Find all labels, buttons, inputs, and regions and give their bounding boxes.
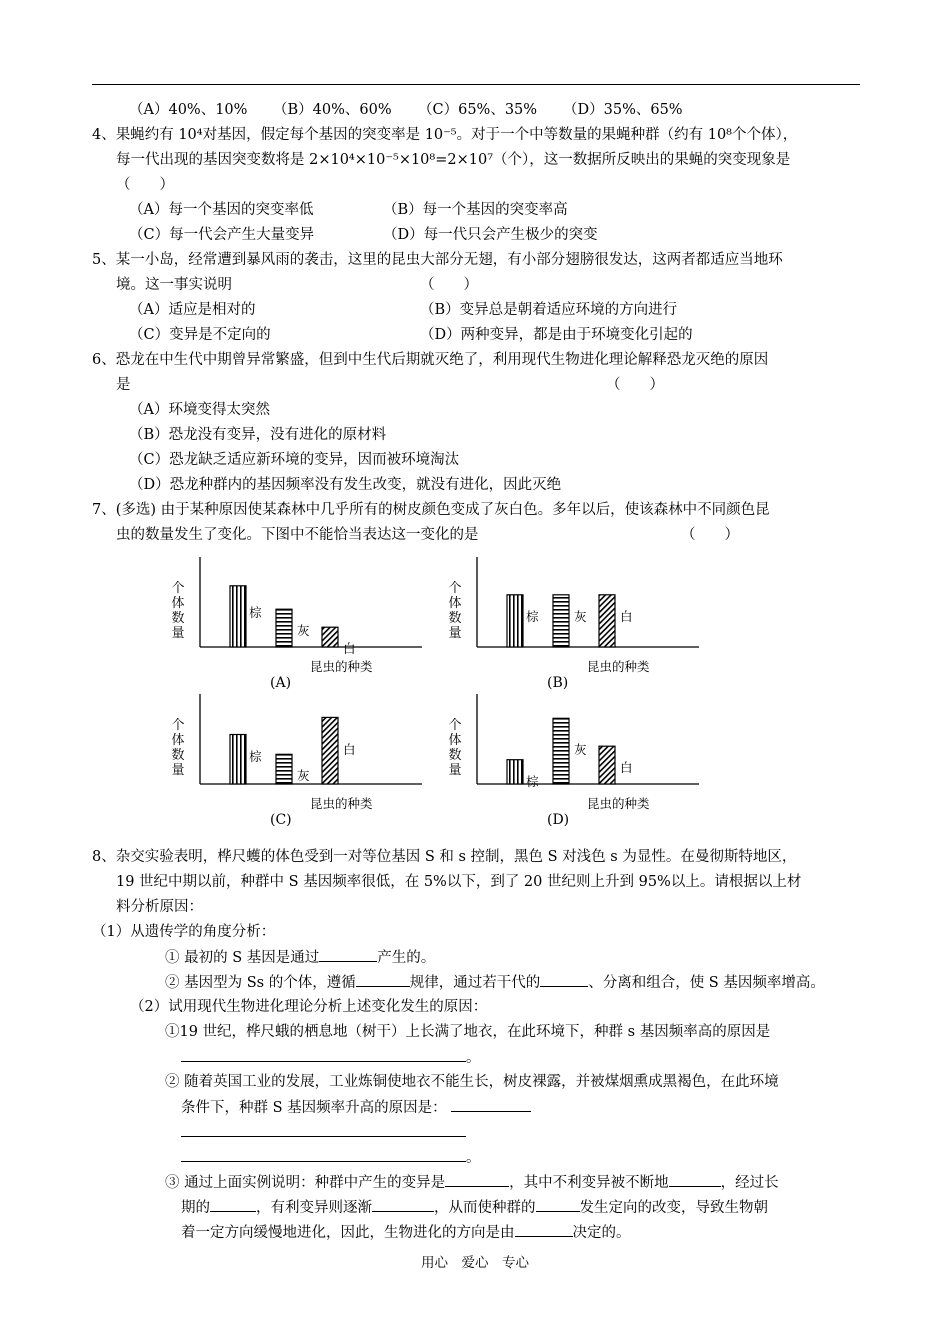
q8-2-item-2-text: 条件下，种群 S 基因频率升高的原因是： [181,1100,447,1116]
bar-label: 灰 [574,742,587,757]
chart-plot [160,553,430,693]
answer-blank[interactable] [536,1197,580,1212]
q8-2-item-3-text-e: ，有利变异则逐渐 [256,1200,372,1216]
q8-2-item-2-stop: 。 [466,1150,481,1166]
chart-y-label: 个体数量 [171,581,185,641]
q8-line-1: 8、杂交实验表明，桦尺蠖的体色受到一对等位基因 S 和 s 控制，黑色 S 对浅色 s 为显性。在曼彻斯特地区， [92,849,797,865]
q8-1-item-2-text-b: 规律，通过若干代的 [409,975,541,991]
q4-option-c: （C）每一代会产生大量变异 [129,227,315,243]
chart-caption: (B) [547,675,569,691]
bar-2 [276,609,292,647]
q8-2-item-3-text-c: ，经过长 [720,1175,779,1191]
q8-1-item-1 [165,947,435,968]
chart-b [437,553,707,693]
bar-1 [507,760,523,784]
q8-2-item-3-line-2 [181,1197,768,1218]
bar-3 [322,627,338,647]
q8-1-item-2 [165,972,825,993]
q6-option-d: （D）恐龙种群内的基因频率没有发生改变，就没有进化，因此灭绝 [129,477,562,493]
bar-label: 棕 [526,773,539,789]
answer-blank[interactable] [210,1197,256,1212]
answer-blank[interactable] [515,1222,573,1237]
q8-2-item-1-answer [181,1047,481,1068]
bar-1 [230,735,246,785]
q6-line-2: 是 [116,377,131,393]
chart-plot [160,690,430,830]
bar-3 [599,746,615,784]
q3-option-d: （D）35%、65% [563,102,683,118]
q4-answer-paren: （ ） [116,177,174,193]
bar-3 [322,717,338,784]
bar-label: 棕 [249,605,262,620]
header-rule [92,84,860,85]
chart-caption: (C) [270,812,292,828]
q8-part-2-heading: （2）试用现代生物进化理论分析上述变化发生的原因： [130,999,488,1015]
q8-2-item-1: ①19 世纪，桦尺蛾的栖息地（树干）上长满了地衣，在此环境下，种群 s 基因频率高的原因是 [165,1024,771,1040]
q3-option-c: （C）65%、35% [418,102,538,118]
bar-label: 灰 [297,623,310,639]
bar-label: 灰 [297,768,310,784]
bar-3 [599,595,615,647]
chart-caption: (D) [547,812,570,828]
q8-part-1-heading: （1）从遗传学的角度分析： [92,924,276,940]
answer-blank[interactable] [356,972,410,987]
q8-1-item-1-text-a: ① 最初的 S 基因是通过 [165,950,320,966]
q8-2-item-2-line-2 [181,1097,531,1118]
q4-option-a: （A）每一个基因的突变率低 [129,202,314,218]
chart-x-label: 昆虫的种类 [587,796,650,811]
chart-x-label: 昆虫的种类 [310,659,373,674]
chart-c [160,690,430,830]
bar-label: 棕 [526,608,539,624]
q5-option-b: （B）变异总是朝着适应环境的方向进行 [420,302,678,318]
q4-option-d: （D）每一代只会产生极少的突变 [383,227,598,243]
q8-2-item-3-text-f: ，从而使种群的 [434,1200,536,1216]
chart-x-label: 昆虫的种类 [310,796,373,811]
q8-line-3: 料分析原因： [116,899,203,915]
q8-2-item-2-answer-1 [181,1122,466,1143]
q3-option-a: （A）40%、10% [129,102,248,118]
answer-blank[interactable] [669,1172,721,1187]
q8-2-item-2-line-1: ② 随着英国工业的发展，工业炼铜使地衣不能生长，树皮裸露，并被煤烟熏成黑褐色，在此环境 [165,1074,779,1090]
answer-blank[interactable] [451,1097,531,1112]
q6-option-b: （B）恐龙没有变异，没有进化的原材料 [129,427,387,443]
chart-caption: (A) [270,675,292,691]
bar-label: 白 [620,760,633,776]
q5-option-c: （C）变异是不定向的 [129,327,271,343]
q8-line-2: 19 世纪中期以前，种群中 S 基因频率很低，在 5%以下，到了 20 世纪则上升到 95%以上。请根据以上材 [116,874,802,890]
answer-blank[interactable] [372,1197,434,1212]
bar-1 [230,586,246,647]
q8-2-item-1-stop: 。 [466,1050,481,1066]
q5-line-1: 5、某一小岛，经常遭到暴风雨的袭击，这里的昆虫大部分无翅，有小部分翅膀很发达，这两者都适应当地环 [92,252,783,268]
q6-line-1: 6、恐龙在中生代中期曾异常繁盛，但到中生代后期就灭绝了，利用现代生物进化理论解释恐龙灭绝的原因 [92,352,769,368]
bar-2 [553,718,569,784]
chart-y-label: 个体数量 [171,718,185,778]
answer-blank[interactable] [540,972,588,987]
q6-option-c: （C）恐龙缺乏适应新环境的变异，因而被环境淘汰 [129,452,460,468]
chart-y-label: 个体数量 [448,718,462,778]
answer-blank[interactable] [319,947,377,962]
q8-2-item-3-text-h: 着一定方向缓慢地进化，因此，生物进化的方向是由 [181,1225,515,1241]
q4-option-b: （B）每一个基因的突变率高 [383,202,568,218]
q7-line-2: 虫的数量发生了变化。下图中不能恰当表达这一变化的是 [116,527,479,543]
answer-blank[interactable] [181,1147,466,1162]
q5-line-2: 境。这一事实说明 [116,277,232,293]
chart-x-label: 昆虫的种类 [587,659,650,674]
q6-answer-paren: （ ） [606,377,664,393]
q8-2-item-3-text-i: 决定的。 [572,1225,631,1241]
q8-1-item-2-text-c: 、分离和组合，使 S 基因频率增高。 [588,975,825,991]
chart-plot [437,553,707,693]
chart-d [437,690,707,830]
q5-option-a: （A）适应是相对的 [129,302,256,318]
q8-2-item-3-line-1 [165,1172,779,1193]
bar-2 [276,754,292,784]
q8-2-item-3-text-b: ，其中不利变异被不断地 [509,1175,669,1191]
q4-line-1: 4、果蝇约有 10⁴对基因，假定每个基因的突变率是 10⁻⁵。对于一个中等数量的果蝇种群（约有 10⁸个个体）， [92,127,798,143]
q8-1-item-1-text-b: 产生的。 [377,950,436,966]
q8-2-item-3-text-g: 发生定向的改变，导致生物朝 [579,1200,768,1216]
q3-option-b: （B）40%、60% [273,102,392,118]
q6-option-a: （A）环境变得太突然 [129,402,270,418]
bar-label: 灰 [574,608,587,624]
q5-answer-paren: （ ） [420,277,478,293]
q8-2-item-2-answer-2 [181,1147,481,1168]
q4-line-2: 每一代出现的基因突变数将是 2×10⁴×10⁻⁵×10⁸=2×10⁷（个），这一数据所反映出的果蝇的突变现象是 [116,152,791,168]
bar-label: 棕 [249,748,262,764]
bar-2 [553,595,569,647]
page-footer: 用心 爱心 专心 [421,1255,529,1271]
bar-label: 白 [343,742,356,757]
q7-answer-paren: （ ） [681,527,739,543]
chart-a [160,553,430,693]
chart-y-label: 个体数量 [448,581,462,641]
chart-plot [437,690,707,830]
bar-label: 白 [343,641,356,657]
q8-2-item-3-line-3 [181,1222,631,1243]
q8-2-item-3-text-d: 期的 [181,1200,210,1216]
q7-line-1: 7、(多选) 由于某种原因使某森林中几乎所有的树皮颜色变成了灰白色。多年以后，使该森林中不同颜色昆 [92,502,770,518]
q8-1-item-2-text-a: ② 基因型为 Ss 的个体，遵循 [165,975,356,991]
answer-blank[interactable] [445,1172,509,1187]
q8-2-item-3-text-a: ③ 通过上面实例说明：种群中产生的变异是 [165,1175,446,1191]
q5-option-d: （D）两种变异，都是由于环境变化引起的 [420,327,693,343]
bar-label: 白 [620,608,633,624]
answer-blank[interactable] [181,1122,466,1137]
answer-blank[interactable] [181,1047,466,1062]
bar-1 [507,595,523,647]
